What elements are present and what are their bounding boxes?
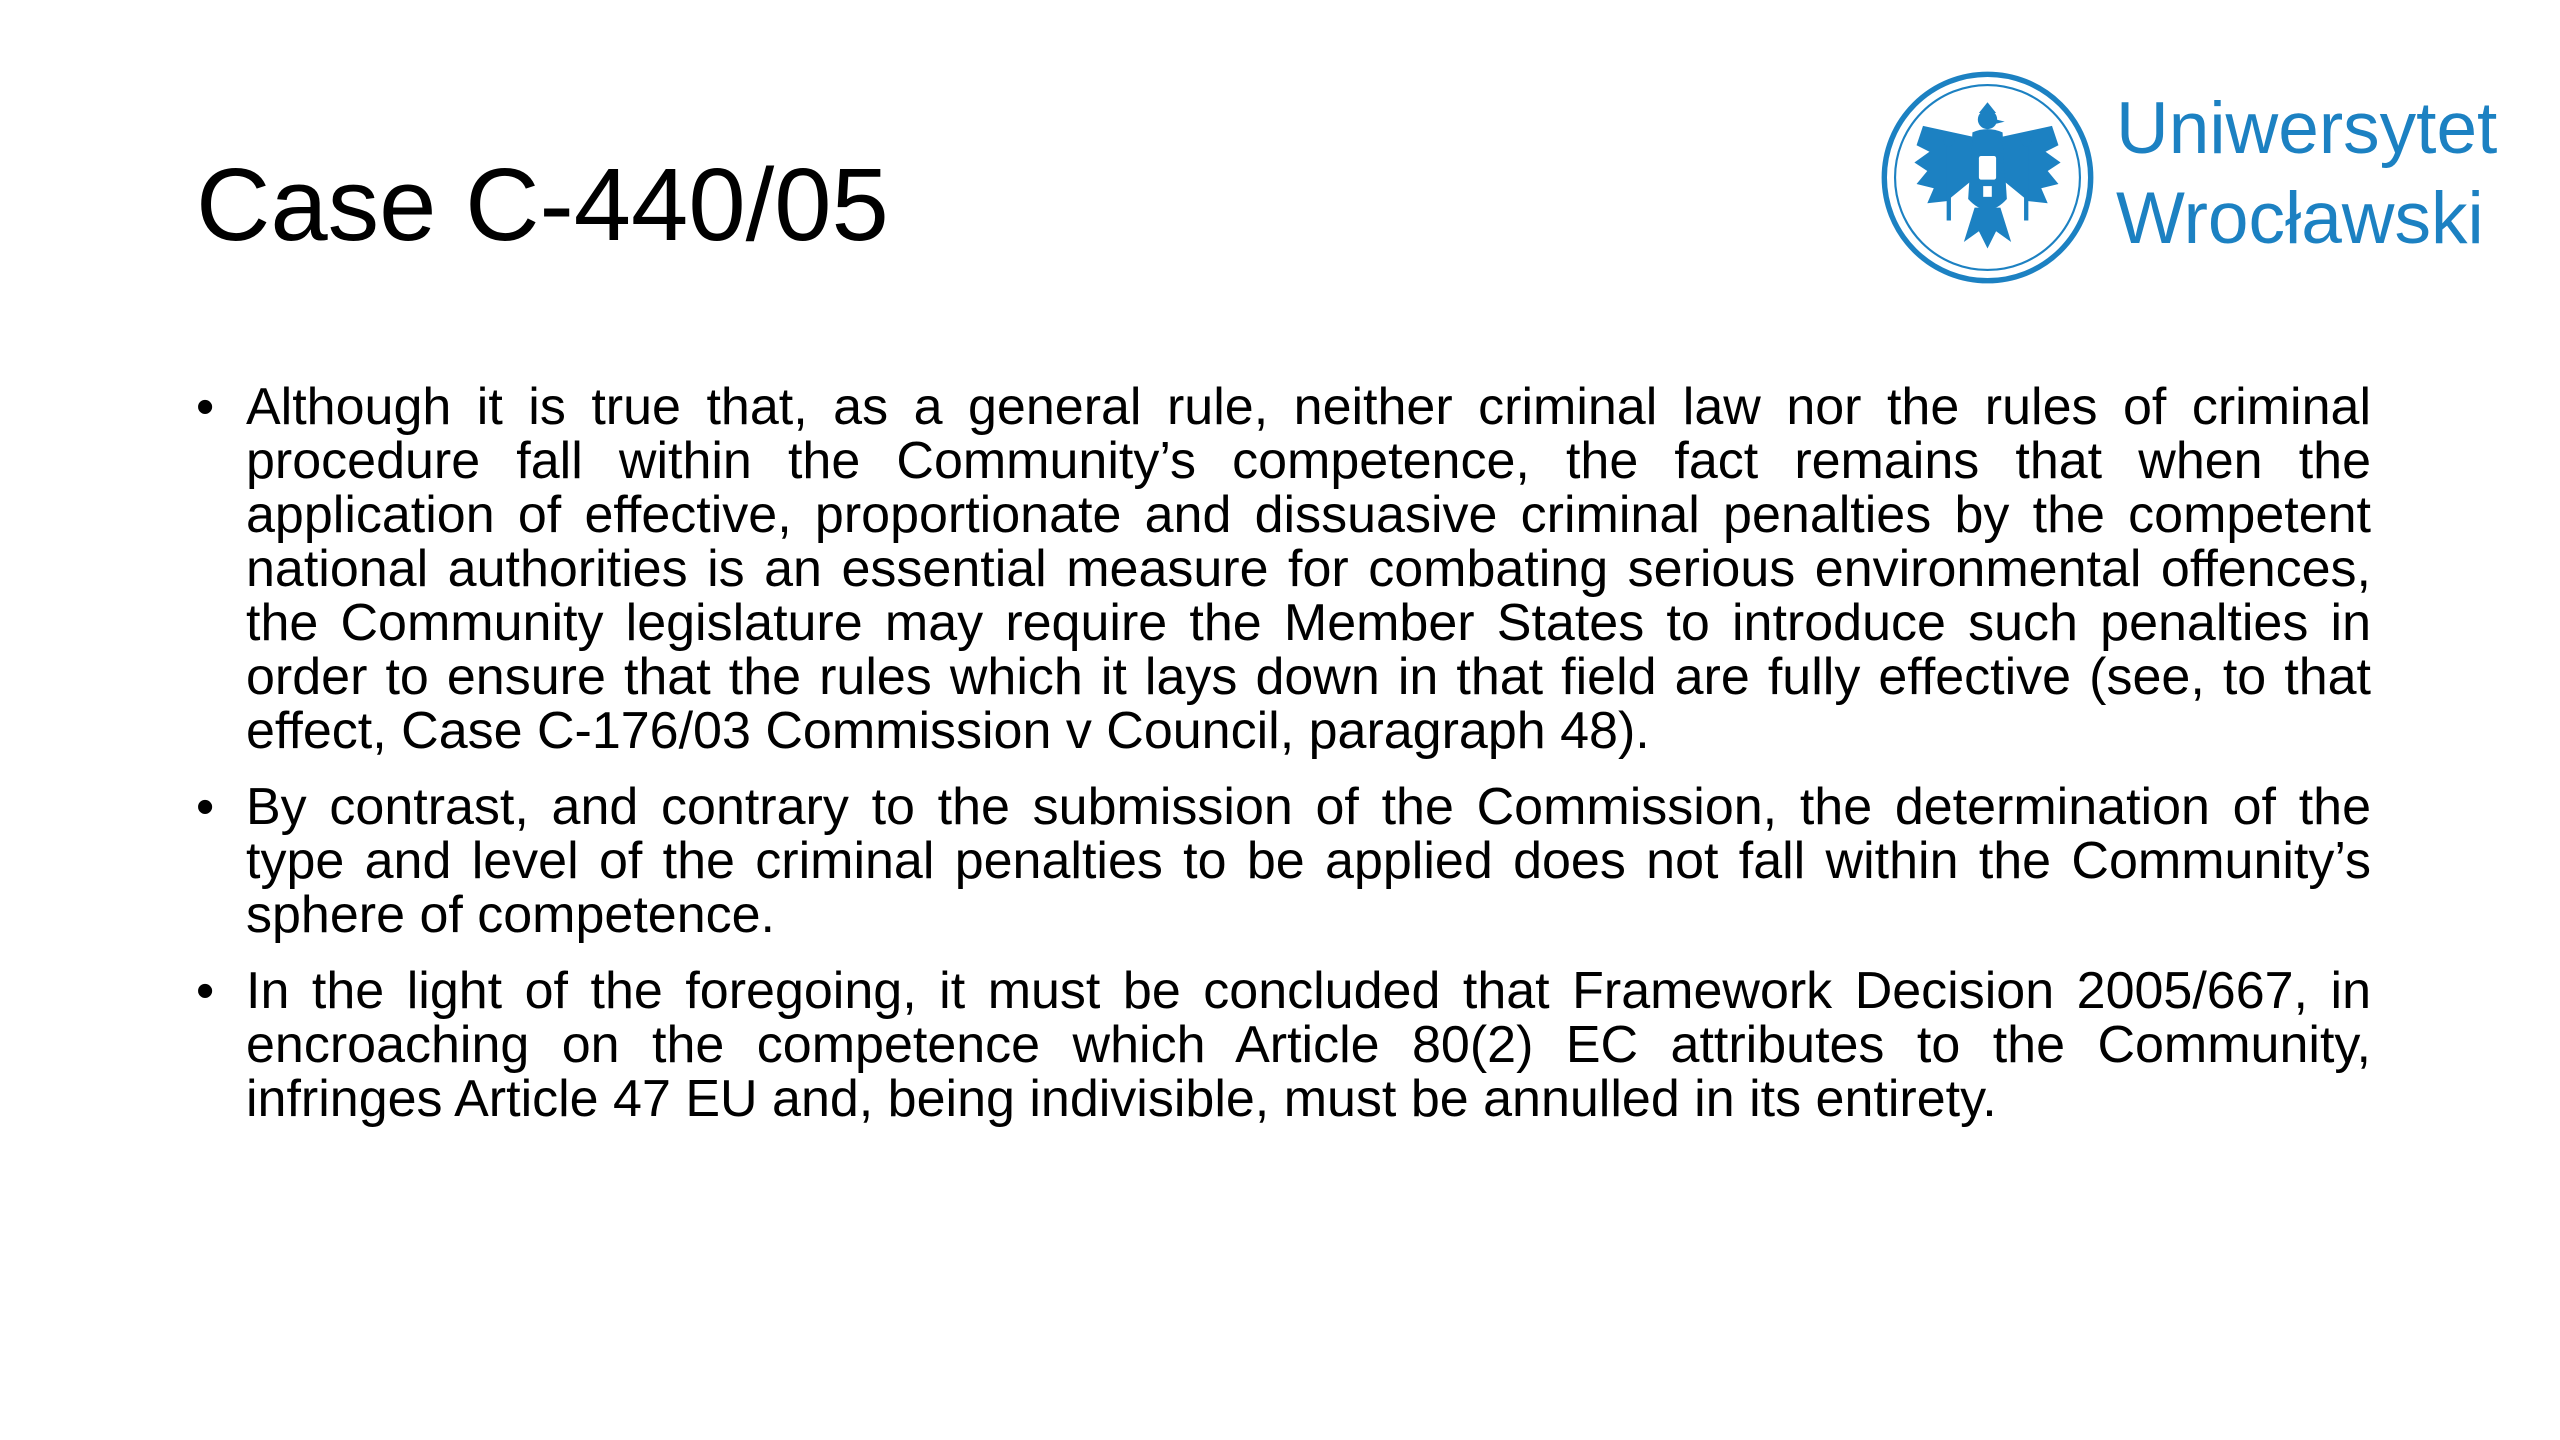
bullet-item bbox=[196, 780, 2371, 942]
bullet-text: By contrast, and contrary to the submission of the Commission, the determination of the type and level of the criminal penalties to be applied does not fall within the Community’s sphere of competence. bbox=[246, 778, 2371, 944]
bullet-item bbox=[196, 964, 2371, 1126]
slide-title: Case C-440/05 bbox=[196, 147, 889, 262]
university-name bbox=[2116, 84, 2497, 264]
bullet-text: Although it is true that, as a general rule, neither criminal law nor the rules of criminal procedure fall within the Community’s competence, the fact remains that when the application of effective, proportionate and dissuasive criminal penalties by the competent national authorities is an essential measure for combating serious environmental offences, the Community legislature may require the Member States to introduce such penalties in order to ensure that the rules which it lays down in that field are fully effective (see, to that effect, Case C-176/03 Commission v Council, paragraph 48). bbox=[246, 378, 2371, 760]
eagle-emblem-icon bbox=[1880, 70, 2095, 285]
bullet-dot: • bbox=[196, 962, 215, 1020]
bullet-dot: • bbox=[196, 378, 215, 436]
university-logo bbox=[1880, 70, 2540, 285]
bullet-item bbox=[196, 380, 2371, 758]
bullet-text: In the light of the foregoing, it must be concluded that Framework Decision 2005/667, in encroaching on the competence which Article 80(2) EC attributes to the Community, infringes Article 47 EU and, being indivisible, must be annulled in its entirety. bbox=[246, 962, 2371, 1128]
bullet-list bbox=[196, 380, 2371, 1148]
bullet-dot: • bbox=[196, 778, 215, 836]
university-name-line1: Uniwersytet bbox=[2116, 88, 2498, 169]
university-name-line2: Wrocławski bbox=[2116, 178, 2484, 259]
